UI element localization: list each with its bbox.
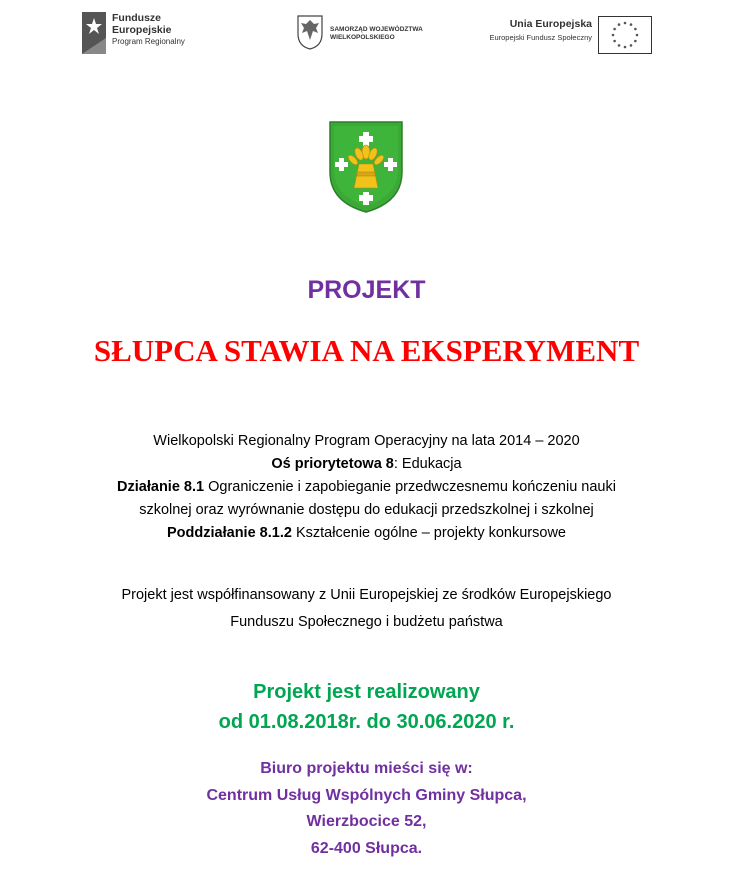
axis-rest: : Edukacja bbox=[393, 456, 462, 472]
samorzad-logo bbox=[296, 14, 436, 56]
cofinancing-info bbox=[0, 582, 733, 636]
coat-of-arms-icon bbox=[326, 120, 406, 214]
eu-star bbox=[624, 22, 627, 25]
eu-star bbox=[618, 44, 621, 47]
action-bold: Działanie 8.1 bbox=[117, 479, 205, 495]
office-line4: 62-400 Słupca. bbox=[310, 839, 423, 857]
action-rest: Ograniczenie i zapobieganie przedwczesnemu kończeniu nauki bbox=[204, 479, 616, 495]
eu-star bbox=[630, 44, 633, 47]
fe-logo-line3: Program Regionalny bbox=[112, 37, 185, 47]
eu-star bbox=[613, 28, 616, 31]
eu-star bbox=[613, 40, 616, 43]
cofinancing-line1: Projekt jest współfinansowany z Unii Europejskiej ze środków Europejskiego bbox=[121, 587, 612, 603]
realization-period bbox=[0, 677, 733, 737]
eu-flag-icon bbox=[598, 16, 652, 54]
action-line2: szkolnej oraz wyrównanie dostępu do edukacji przedszkolnej i szkolnej bbox=[139, 502, 594, 518]
project-office bbox=[0, 756, 733, 862]
program-info bbox=[0, 430, 733, 545]
ue-logo-line2: Europejski Fundusz Społeczny bbox=[489, 33, 592, 42]
project-title: SŁUPCA STAWIA NA EKSPERYMENT bbox=[93, 333, 640, 368]
eu-star bbox=[624, 46, 627, 49]
program-line1: Wielkopolski Regionalny Program Operacyjny na lata 2014 – 2020 bbox=[153, 433, 580, 449]
fundusze-europejskie-logo bbox=[82, 10, 212, 58]
sw-logo-line1: SAMORZĄD WOJEWÓDZTWA bbox=[330, 26, 423, 33]
eagle-shield-icon bbox=[296, 14, 324, 50]
eu-star bbox=[618, 23, 621, 26]
eu-star bbox=[634, 28, 637, 31]
sub-action-bold: Poddziałanie 8.1.2 bbox=[167, 525, 292, 541]
fundusze-europejskie-icon bbox=[82, 12, 106, 54]
eu-star bbox=[612, 34, 615, 37]
sub-action-rest: Kształcenie ogólne – projekty konkursowe bbox=[291, 525, 566, 541]
office-line2: Centrum Usług Wspólnych Gminy Słupca, bbox=[206, 786, 527, 804]
office-line1: Biuro projektu mieści się w: bbox=[260, 760, 473, 777]
action-line bbox=[0, 476, 733, 499]
realization-line1: Projekt jest realizowany bbox=[253, 681, 480, 703]
eu-star bbox=[630, 23, 633, 26]
sub-action-line bbox=[0, 522, 733, 545]
unia-europejska-logo bbox=[470, 14, 654, 56]
axis-bold: Oś priorytetowa 8 bbox=[271, 456, 394, 472]
ue-logo-line1: Unia Europejska bbox=[509, 18, 592, 30]
sw-logo-line2: WIELKOPOLSKIEGO bbox=[330, 33, 395, 41]
eu-star bbox=[636, 34, 639, 37]
projekt-label: PROJEKT bbox=[307, 276, 426, 304]
eu-star bbox=[634, 40, 637, 43]
realization-line2: od 01.08.2018r. do 30.06.2020 r. bbox=[218, 711, 515, 733]
axis-line bbox=[0, 453, 733, 476]
fe-logo-line2: Europejskie bbox=[112, 23, 172, 36]
cofinancing-line2: Funduszu Społecznego i budżetu państwa bbox=[230, 614, 503, 630]
fe-logo-line1: Fundusze bbox=[112, 12, 161, 24]
office-line3: Wierzbocice 52, bbox=[306, 813, 427, 830]
